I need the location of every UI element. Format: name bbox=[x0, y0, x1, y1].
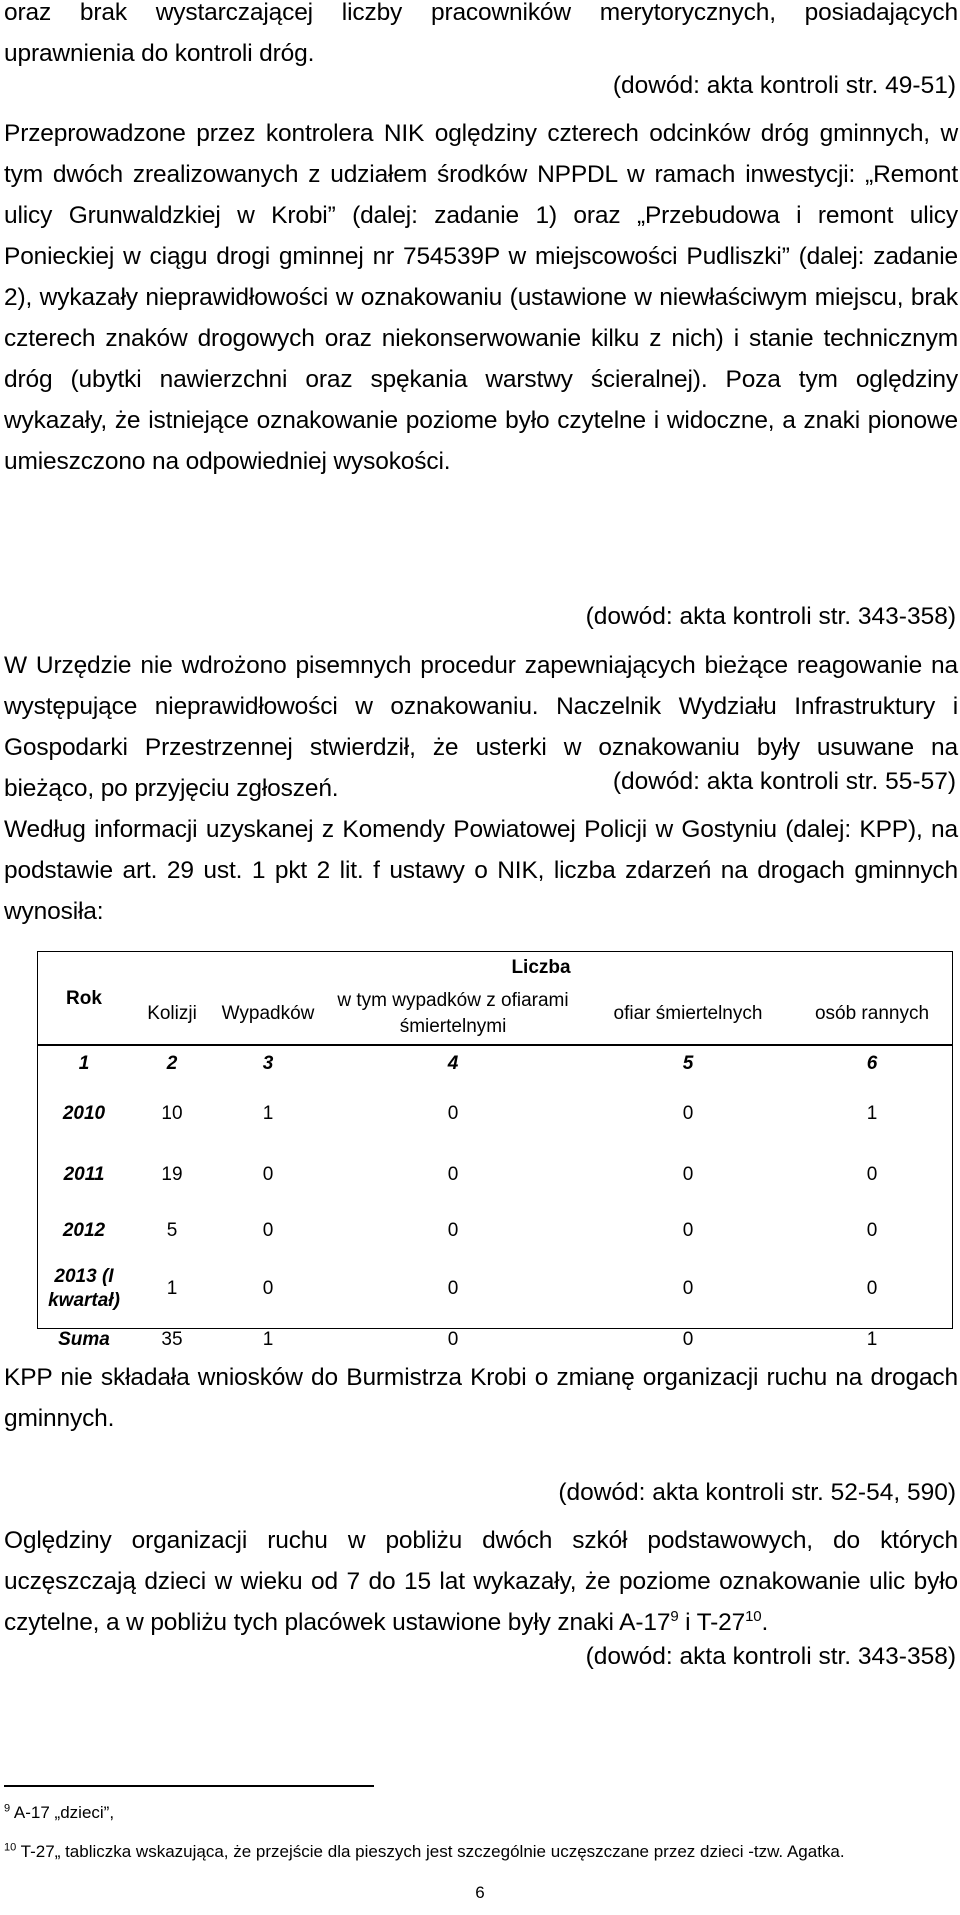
header-fatal-accidents: w tym wypadków z ofiarami śmiertelnymi bbox=[337, 990, 569, 1037]
paragraph-procedures: W Urzędzie nie wdrożono pisemnych procedur zapewniających bieżące reagowanie na występujące nieprawidłowości w oznakowaniu. Naczelnik Wydziału Infrastruktury i Gospodarki Przestrzennej stwierdził, że usterki w oznakowaniu były usuwane na bieżąco, po przyjęciu zgłoszeń. bbox=[4, 652, 958, 802]
column-number: 5 bbox=[682, 1053, 694, 1074]
page-number: 6 bbox=[475, 1883, 485, 1902]
table-cell: 0 bbox=[682, 1278, 694, 1299]
table-row bbox=[38, 1257, 952, 1321]
table-cell: 1 bbox=[166, 1278, 178, 1299]
table-cell: 0 bbox=[866, 1220, 878, 1241]
footnote-text: A-17 „dzieci”, bbox=[13, 1803, 115, 1822]
header-kolizji: Kolizji bbox=[147, 1003, 197, 1024]
footnote-separator bbox=[4, 1785, 374, 1787]
table-cell: 0 bbox=[447, 1164, 459, 1185]
table-cell: 1 bbox=[866, 1103, 878, 1124]
evidence-reference: (dowód: akta kontroli str. 49-51) bbox=[612, 72, 956, 99]
table-cell: 0 bbox=[262, 1220, 274, 1241]
row-year: 2013 (I kwartał) bbox=[48, 1266, 120, 1311]
column-number: 3 bbox=[262, 1053, 274, 1074]
header-injured: osób rannych bbox=[814, 1003, 930, 1024]
header-wypadkow: Wypadków bbox=[221, 1003, 315, 1024]
paragraph-school-inspection bbox=[4, 1520, 958, 1643]
evidence-reference: (dowód: akta kontroli str. 52-54, 590) bbox=[558, 1479, 956, 1506]
column-number: 1 bbox=[78, 1053, 90, 1074]
paragraph-fragment: oraz brak wystarczającej liczby pracowników merytorycznych, posiadających uprawnienia do kontroli dróg. bbox=[4, 0, 958, 67]
paragraph-kpp-requests: KPP nie składała wniosków do Burmistrza Krobi o zmianę organizacji ruchu na drogach gminnych. bbox=[4, 1364, 958, 1432]
table-row-sum bbox=[38, 1321, 952, 1359]
table-cell: 0 bbox=[447, 1329, 459, 1350]
paragraph-text: i T-27 bbox=[678, 1609, 746, 1636]
evidence-reference: (dowód: akta kontroli str. 343-358) bbox=[585, 1643, 956, 1670]
evidence-reference: (dowód: akta kontroli str. 55-57) bbox=[612, 768, 956, 795]
table-cell: 0 bbox=[447, 1278, 459, 1299]
header-fatalities: ofiar śmiertelnych bbox=[613, 1003, 763, 1024]
table-row bbox=[38, 1145, 952, 1205]
table-column-numbers bbox=[38, 1045, 952, 1083]
table-cell: 1 bbox=[262, 1103, 274, 1124]
footnote-10 bbox=[4, 1840, 958, 1864]
footnote-text: T-27„ tabliczka wskazująca, że przejście dla pieszych jest szczególnie uczęszczane przez dzieci -tzw. Agatka. bbox=[20, 1842, 845, 1861]
table-cell: 5 bbox=[166, 1220, 178, 1241]
paragraph-text: Oględziny organizacji ruchu w pobliżu dwóch szkół podstawowych, do których uczęszczają dzieci w wieku od 7 do 15 lat wykazały, że poziome oznakowanie ulic było czytelne, a w pobliżu tych placówek ustawione były znaki A-17 bbox=[4, 1527, 958, 1636]
table-cell: 0 bbox=[682, 1329, 694, 1350]
table-cell: 0 bbox=[682, 1103, 694, 1124]
table-cell: 0 bbox=[866, 1164, 878, 1185]
table-cell: 0 bbox=[682, 1164, 694, 1185]
accident-statistics-table bbox=[38, 953, 952, 1359]
footnote-number: 10 bbox=[4, 1841, 17, 1854]
row-sum-label: Suma bbox=[58, 1329, 110, 1350]
table-row bbox=[38, 1205, 952, 1257]
header-liczba: Liczba bbox=[511, 957, 571, 978]
table-cell: 0 bbox=[262, 1278, 274, 1299]
table-cell: 1 bbox=[866, 1329, 878, 1350]
table-cell: 19 bbox=[161, 1164, 183, 1185]
paragraph-inspection: Przeprowadzone przez kontrolera NIK oględziny czterech odcinków dróg gminnych, w tym dwóch zrealizowanych z udziałem środków NPPDL w ramach inwestycji: „Remont ulicy Grunwaldzkiej w Krobi” (dalej: zadanie 1) oraz „Przebudowa i remont ulicy Ponieckiej w ciągu drogi gminnej nr 754539P w miejscowości Pudliszki” (dalej: zadanie 2), wykazały nieprawidłowości w oznakowaniu (ustawione w niewłaściwym miejscu, brak czterech znaków drogowych oraz niekonserwowanie kilku z nich) i stanie technicznym dróg (ubytki nawierzchni oraz spękania warstwy ścieralnej). Poza tym oględziny wykazały, że istniejące oznakowanie poziome było czytelne i widoczne, a znaki pionowe umieszczono na odpowiedniej wysokości. bbox=[4, 120, 958, 475]
evidence-reference: (dowód: akta kontroli str. 343-358) bbox=[585, 603, 956, 630]
paragraph-police-info: Według informacji uzyskanej z Komendy Powiatowej Policji w Gostyniu (dalej: KPP), na podstawie art. 29 ust. 1 pkt 2 lit. f ustawy o NIK, liczba zdarzeń na drogach gminnych wynosiła: bbox=[4, 816, 958, 925]
row-year: 2012 bbox=[62, 1220, 106, 1241]
column-number: 6 bbox=[866, 1053, 878, 1074]
table-cell: 1 bbox=[262, 1329, 274, 1350]
table-cell: 0 bbox=[682, 1220, 694, 1241]
column-number: 2 bbox=[166, 1053, 178, 1074]
footnote-number: 9 bbox=[4, 1802, 11, 1815]
row-year: 2011 bbox=[63, 1164, 105, 1185]
footnote-ref-10: 10 bbox=[745, 1607, 762, 1625]
table-cell: 0 bbox=[447, 1220, 459, 1241]
table-cell: 10 bbox=[161, 1103, 183, 1124]
footnote-ref-9: 9 bbox=[670, 1607, 679, 1625]
row-year: 2010 bbox=[62, 1103, 106, 1124]
table-cell: 0 bbox=[447, 1103, 459, 1124]
table-row bbox=[38, 1083, 952, 1145]
header-rok: Rok bbox=[66, 988, 102, 1009]
footnote-9 bbox=[4, 1801, 958, 1825]
table-cell: 0 bbox=[262, 1164, 274, 1185]
paragraph-text: . bbox=[761, 1609, 769, 1636]
table-cell: 0 bbox=[866, 1278, 878, 1299]
column-number: 4 bbox=[447, 1053, 459, 1074]
table-cell: 35 bbox=[161, 1329, 183, 1350]
